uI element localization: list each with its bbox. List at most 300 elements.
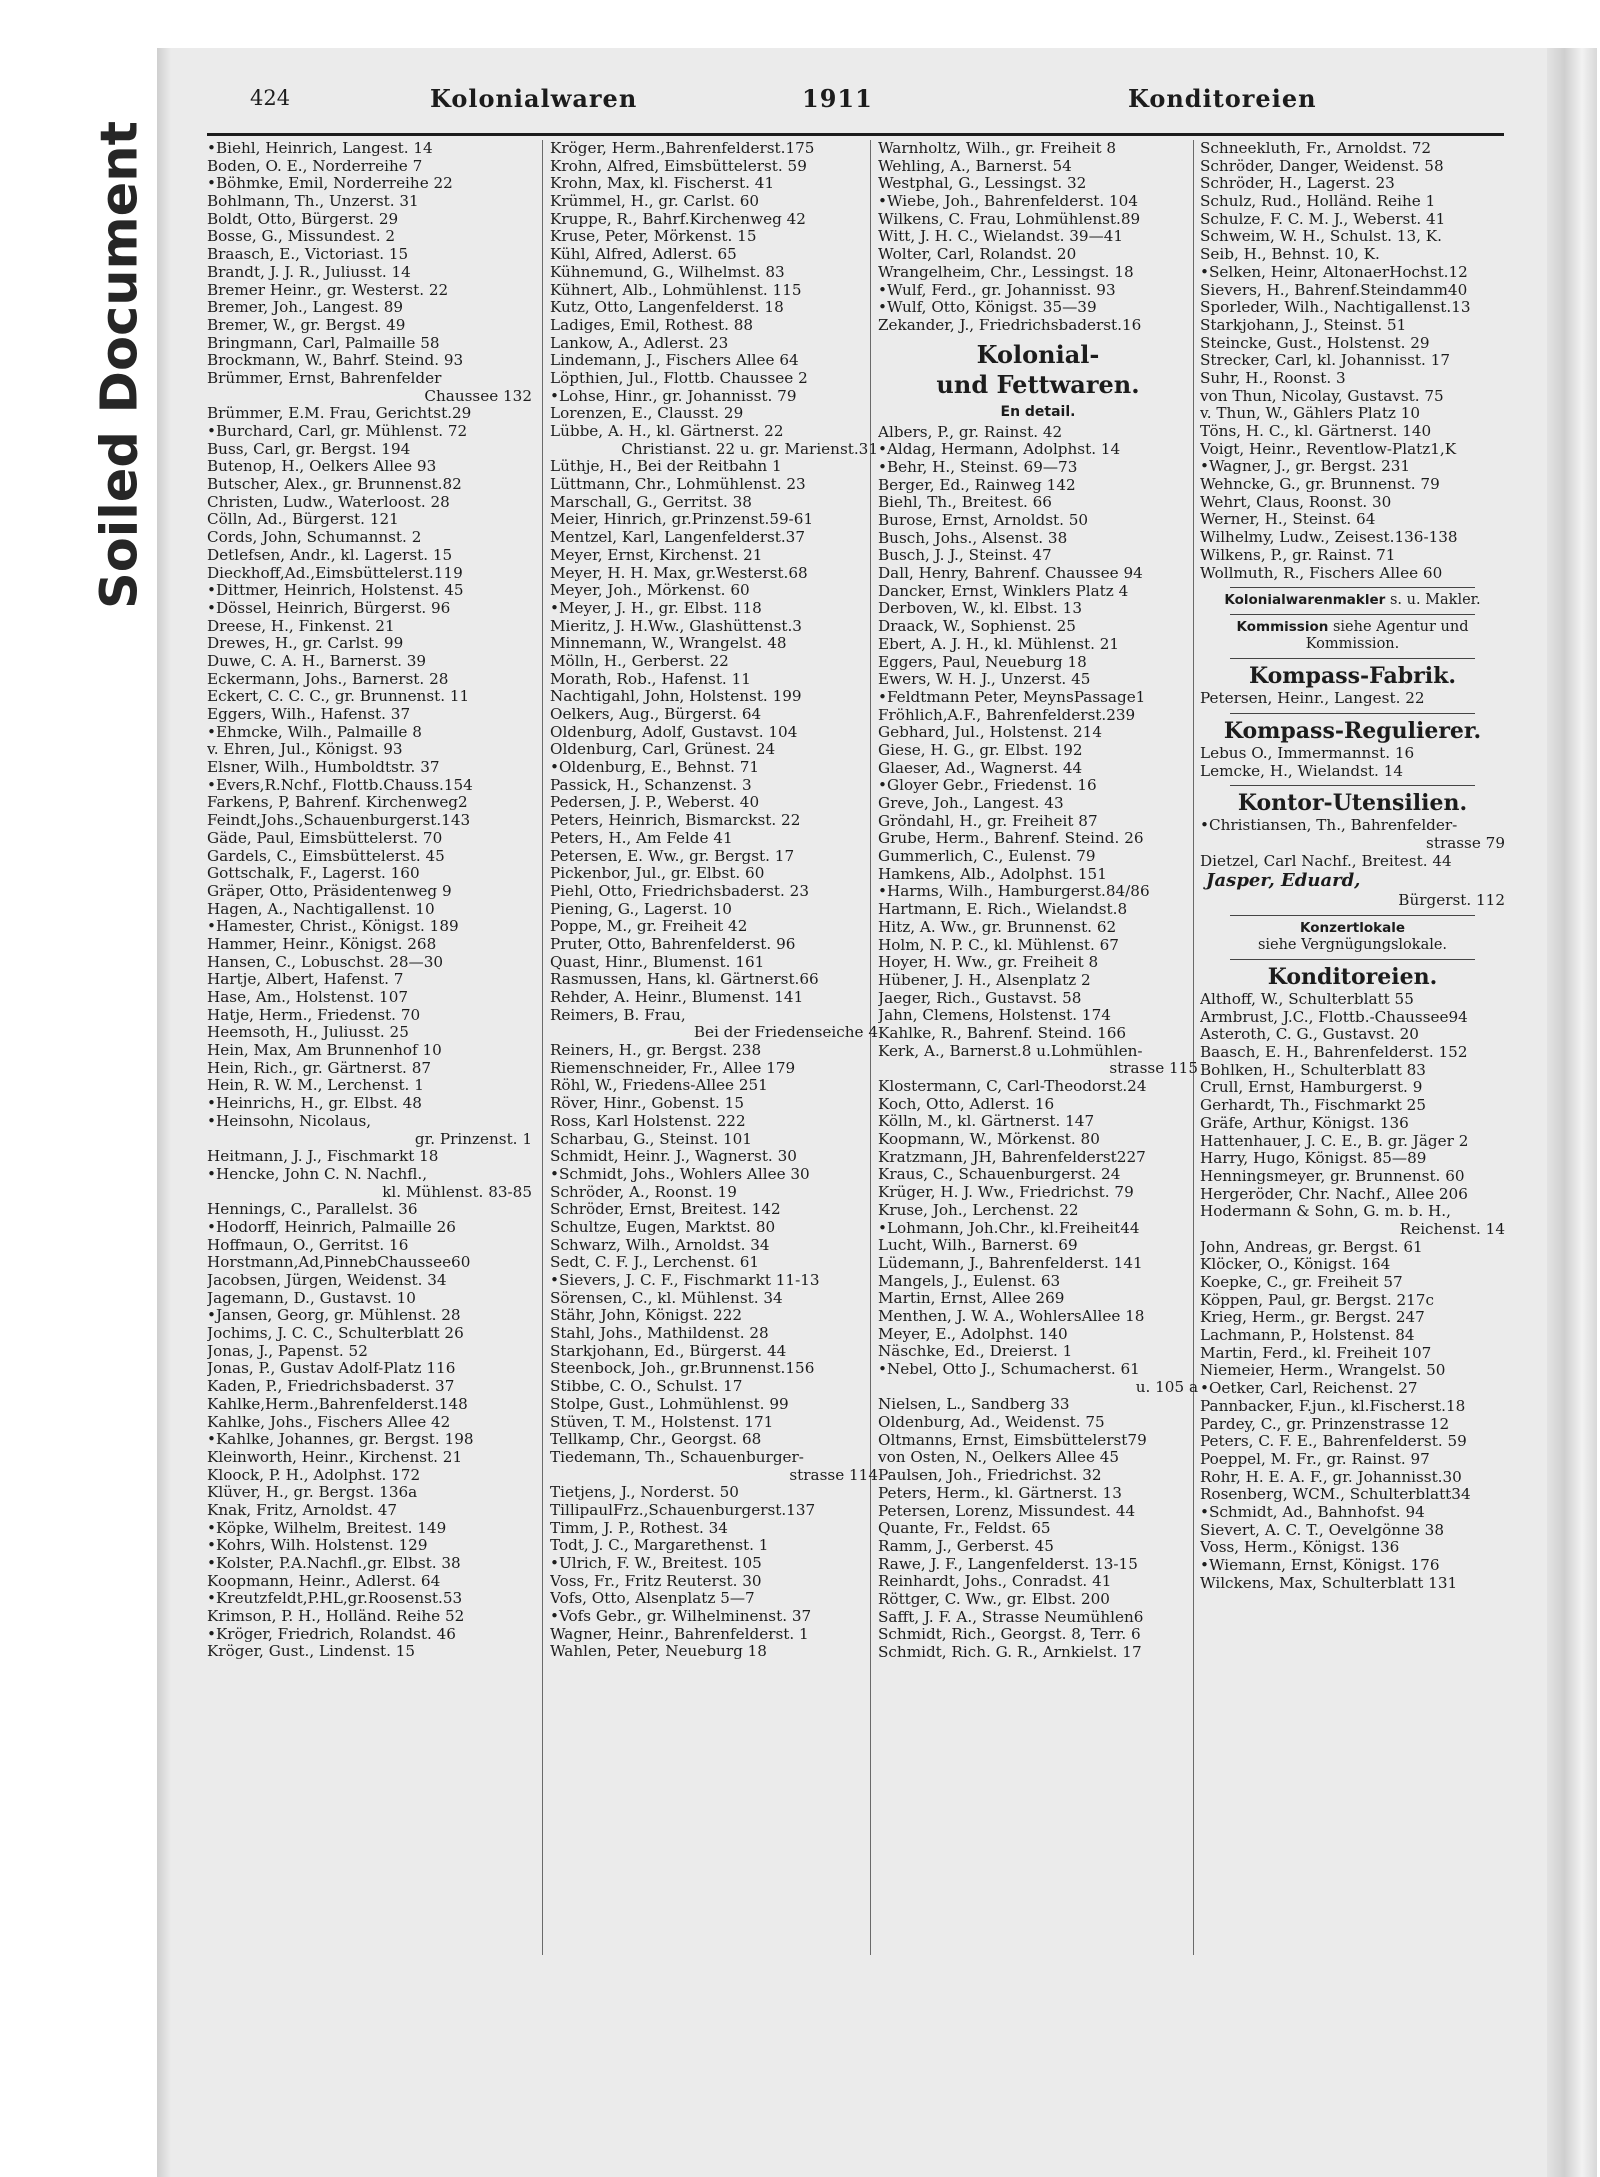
directory-entry: Glaeser, Ad., Wagnerst. 44 [878,759,1083,777]
directory-entry: Schmidt, Rich. G. R., Arnkielst. 17 [878,1644,1142,1661]
directory-entry: •Burchard, Carl, gr. Mühlenst. 72 [207,423,468,440]
directory-entry: Peters, Herm., kl. Gärtnerst. 13 [878,1484,1122,1502]
directory-entry: Eggers, Wilh., Hafenst. 37 [207,706,411,723]
directory-entry: Bohlken, H., Schulterblatt 83 [1200,1061,1426,1079]
note-text: siehe Agentur und [1332,619,1469,636]
directory-entry: Klostermann, C, Carl-Theodorst.24 [878,1078,1147,1095]
directory-entry: Gäde, Paul, Eimsbüttelerst. 70 [207,829,443,847]
directory-entry: Hein, Rich., gr. Gärtnerst. 87 [207,1059,432,1077]
directory-entry: Röttger, C. Ww., gr. Elbst. 200 [878,1590,1110,1608]
directory-entry: Schultze, Eugen, Marktst. 80 [550,1218,776,1236]
section-separator [1230,785,1475,786]
directory-entry: Hartje, Albert, Hafenst. 7 [207,971,404,989]
directory-entry: •Ulrich, F. W., Breitest. 105 [550,1555,762,1572]
directory-entry: Wilckens, Max, Schulterblatt 131 [1200,1574,1458,1592]
section-separator [1230,915,1475,916]
directory-entry: Krimson, P. H., Holländ. Reihe 52 [207,1608,465,1626]
directory-entry: Starkjohann, J., Steinst. 51 [1200,316,1407,334]
directory-entry: Heitmann, J. J., Fischmarkt 18 [207,1148,439,1166]
directory-entry: Kleinworth, Heinr., Kirchenst. 21 [207,1448,463,1466]
directory-entry: Gardels, C., Eimsbüttelerst. 45 [207,847,445,865]
directory-entry: Schulz, Rud., Holländ. Reihe 1 [1200,193,1436,211]
directory-entry: Wilkens, P., gr. Rainst. 71 [1200,546,1396,564]
directory-entry: Eggers, Paul, Neueburg 18 [878,653,1087,671]
directory-entry: Rehder, A. Heinr., Blumenst. 141 [550,989,804,1006]
directory-entry: Christianst. 22 u. gr. Marienst.31 [621,440,878,458]
directory-entry: Lucht, Wilh., Barnerst. 69 [878,1237,1078,1255]
directory-entry: Jonas, P., Gustav Adolf-Platz 116 [207,1360,456,1378]
directory-entry: Köppen, Paul, gr. Bergst. 217c [1200,1291,1434,1309]
directory-entry: •Dössel, Heinrich, Bürgerst. 96 [207,599,451,617]
directory-entry: Farkens, P, Bahrenf. Kirchenweg2 [207,794,468,812]
directory-entry: Röhl, W., Friedens-Allee 251 [550,1077,768,1095]
konzertlokale-note: siehe Vergnügungslokale. [1257,937,1448,953]
directory-entry: Bohlmann, Th., Unzerst. 31 [207,193,419,211]
directory-entry: •Heinsohn, Nicolaus, [207,1112,372,1130]
kontor-utensilien-list [1200,817,1505,870]
directory-entry: Safft, J. F. A., Strasse Neumühlen6 [878,1608,1144,1626]
directory-entry: Strecker, Carl, kl. Johannisst. 17 [1200,352,1451,370]
directory-entry: Horstmann,Ad,PinnebChaussee60 [207,1254,471,1272]
directory-entry: Nielsen, L., Sandberg 33 [878,1396,1070,1414]
directory-entry: Seib, H., Behnst. 10, K. [1200,246,1380,264]
directory-entry: Hase, Am., Holstenst. 107 [207,989,409,1006]
directory-entry: •Gloyer Gebr., Friedenst. 16 [878,777,1097,795]
directory-entry: •Hodorff, Heinrich, Palmaille 26 [207,1218,456,1236]
directory-entry: Wolter, Carl, Rolandst. 20 [878,246,1077,264]
directory-entry: Boden, O. E., Norderreihe 7 [207,157,423,175]
directory-entry: Jahn, Clemens, Holstenst. 174 [878,1007,1111,1025]
page-number: 424 [250,86,291,110]
stamp-label: Soiled Document [90,121,150,609]
directory-entry: •Meyer, J. H., gr. Elbst. 118 [550,599,762,617]
directory-entry: Oldenburg, Ad., Weidenst. 75 [878,1414,1105,1432]
section-separator [1230,959,1475,960]
soiled-document-stamp [70,55,170,675]
directory-entry: •Biehl, Heinrich, Langest. 14 [207,140,433,157]
directory-entry: •Vofs Gebr., gr. Wilhelminenst. 37 [550,1608,812,1626]
note-keyword: Konzertlokale [1299,920,1405,936]
directory-entry: Menthen, J. W. A., WohlersAllee 18 [878,1307,1145,1325]
directory-entry: Brandt, J. J. R., Juliusst. 14 [207,263,411,281]
directory-entry: Krieg, Herm., gr. Bergst. 247 [1200,1309,1425,1327]
directory-entry: Poppe, M., gr. Freiheit 42 [550,918,748,936]
directory-entry: Poeppel, M. Fr., gr. Rainst. 97 [1200,1450,1430,1468]
directory-entry: Peters, C. F. E., Bahrenfelderst. 59 [1200,1433,1467,1451]
directory-entry: Lachmann, P., Holstenst. 84 [1200,1327,1415,1345]
directory-entry: strasse 115 [1109,1060,1198,1078]
directory-entry: Hodermann & Sohn, G. m. b. H., [1200,1203,1451,1221]
directory-entry: •Oldenburg, E., Behnst. 71 [550,759,760,777]
directory-entry: Petersen, Heinr., Langest. 22 [1200,690,1425,708]
directory-entry: Petersen, E. Ww., gr. Bergst. 17 [550,847,795,865]
directory-entry: Ross, Karl Holstenst. 222 [550,1112,746,1130]
directory-entry: Bremer, Joh., Langest. 89 [207,299,404,317]
directory-entry: Rohr, H. E. A. F., gr. Johannisst.30 [1200,1468,1462,1486]
directory-entry: Stibbe, C. O., Schulst. 17 [550,1378,743,1396]
directory-entry: •Lohmann, Joh.Chr., kl.Freiheit44 [878,1219,1140,1237]
directory-entry: Tietjens, J., Norderst. 50 [550,1484,739,1502]
directory-entry: von Osten, N., Oelkers Allee 45 [878,1449,1120,1467]
directory-entry: Niemeier, Herm., Wrangelst. 50 [1200,1362,1446,1380]
directory-entry: Hansen, C., Lobuschst. 28—30 [207,953,444,971]
scan-shadow [157,48,171,2177]
directory-entry: Busch, J. J., Steinst. 47 [878,547,1052,565]
directory-entry: Rosenberg, WCM., Schulterblatt34 [1200,1486,1471,1504]
directory-entry: Duwe, C. A. H., Barnerst. 39 [207,652,427,670]
directory-entry: Burose, Ernst, Arnoldst. 50 [878,512,1089,529]
directory-entry: •Wulf, Ferd., gr. Johannisst. 93 [878,281,1116,299]
directory-column-2 [550,140,878,1661]
directory-entry: Oelkers, Aug., Bürgerst. 64 [550,706,762,723]
directory-entry: Grube, Herm., Bahrenf. Steind. 26 [878,830,1144,848]
directory-entry: Voigt, Heinr., Reventlow-Platz1,K [1200,440,1457,458]
directory-entry: •Feldtmann Peter, MeynsPassage1 [878,688,1146,706]
directory-entry: Bosse, G., Missundest. 2 [207,228,396,246]
directory-entry: Reinhardt, Johs., Conradst. 41 [878,1573,1112,1591]
directory-entry: •Kolster, P.A.Nachfl.,gr. Elbst. 38 [207,1555,461,1572]
directory-entry: Greve, Joh., Langest. 43 [878,795,1064,812]
directory-entry: Wrangelheim, Chr., Lessingst. 18 [878,263,1134,281]
directory-entry: Christen, Ludw., Waterloost. 28 [207,493,450,511]
directory-entry: kl. Mühlenst. 83-85 [382,1183,532,1201]
directory-entry: Petersen, Lorenz, Missundest. 44 [878,1502,1136,1520]
directory-entry: Harry, Hugo, Königst. 85—89 [1200,1150,1427,1168]
note-keyword: Kolonialwarenmakler [1224,592,1386,609]
directory-entry: Wehling, A., Barnerst. 54 [878,157,1072,175]
directory-entry: •Köpke, Wilhelm, Breitest. 149 [207,1519,447,1537]
directory-entry: Kölln, M., kl. Gärtnerst. 147 [878,1113,1095,1131]
kommission-note-line2: Kommission. [1305,636,1400,653]
directory-entry: John, Andreas, gr. Bergst. 61 [1200,1238,1423,1256]
directory-entry: Hamkens, Alb., Adolphst. 151 [878,865,1107,883]
directory-entry: Asteroth, C. G., Gustavst. 20 [1200,1026,1419,1044]
directory-entry: Kratzmann, JH, Bahrenfelderst227 [878,1148,1146,1166]
directory-entry: Lorenzen, E., Clausst. 29 [550,405,744,423]
directory-entry: Lüdemann, J., Bahrenfelderst. 141 [878,1254,1143,1272]
directory-entry: •Nebel, Otto J., Schumacherst. 61 [878,1361,1140,1378]
directory-entry: Reichenst. 14 [1399,1220,1505,1238]
directory-entry: Baasch, E. H., Bahrenfelderst. 152 [1200,1044,1468,1062]
directory-entry: Quast, Hinr., Blumenst. 161 [550,953,765,971]
directory-entry: Lankow, A., Adlerst. 23 [550,334,729,352]
directory-entry: Chaussee 132 [424,387,532,405]
directory-entry: Kraus, C., Schauenburgerst. 24 [878,1166,1121,1184]
directory-entry: •Wagner, J., gr. Bergst. 231 [1200,458,1411,476]
directory-entry: Stolpe, Gust., Lohmühlenst. 99 [550,1395,789,1413]
directory-entry: Schwarz, Wilh., Arnoldst. 34 [550,1236,770,1254]
kolonial-heading-line1: Kolonial- [976,339,1100,369]
directory-column-3 [878,140,1198,1662]
directory-entry: Suhr, H., Roonst. 3 [1200,369,1346,387]
header-rule [207,133,1504,136]
directory-entry: Kruppe, R., Bahrf.Kirchenweg 42 [550,210,806,228]
directory-entry: Mölln, H., Gerberst. 22 [550,652,729,670]
directory-entry: Voss, Fr., Fritz Reuterst. 30 [550,1572,762,1590]
directory-entry: Stahl, Johs., Mathildenst. 28 [550,1325,769,1343]
directory-entry: Dancker, Ernst, Winklers Platz 4 [878,582,1129,600]
directory-entry: Wagner, Heinr., Bahrenfelderst. 1 [550,1625,809,1643]
directory-entry: Busch, Johs., Alsenst. 38 [878,529,1068,547]
directory-entry: Hoffmaun, O., Gerritst. 16 [207,1236,409,1254]
directory-entry: Pannbacker, F.jun., kl.Fischerst.18 [1200,1397,1466,1415]
page-edge [1547,48,1597,2177]
directory-entry: Steincke, Gust., Holstenst. 29 [1200,334,1430,352]
directory-entry: Schmidt, Rich., Georgst. 8, Terr. 6 [878,1626,1141,1644]
column-divider [542,140,543,1955]
directory-entry: Heemsoth, H., Juliusst. 25 [207,1024,409,1042]
directory-entry: Todt, J. C., Margarethenst. 1 [550,1537,769,1555]
directory-entry: Kaden, P., Friedrichsbaderst. 37 [207,1378,455,1396]
directory-entry: Rawe, J. F., Langenfelderst. 13-15 [878,1555,1138,1573]
directory-entry: Albers, P., gr. Rainst. 42 [878,423,1063,441]
directory-entry: Crull, Ernst, Hamburgerst. 9 [1200,1079,1423,1097]
directory-entry: Kühnemund, G., Wilhelmst. 83 [550,263,785,281]
directory-entry: Löpthien, Jul., Flottb. Chaussee 2 [550,369,808,387]
directory-entry: Lebus O., Immermannst. 16 [1200,744,1415,762]
directory-entry: Schneekluth, Fr., Arnoldst. 72 [1200,140,1432,157]
directory-entry: •Ehmcke, Wilh., Palmaille 8 [207,723,422,741]
directory-entry: strasse 79 [1426,834,1505,852]
directory-entry: Sievers, H., Bahrenf.Steindamm40 [1200,281,1468,299]
directory-entry: Dieckhoff,Ad.,Eimsbüttelerst.119 [207,564,463,582]
directory-entry: Meyer, Joh., Mörkenst. 60 [550,582,750,600]
directory-entry: Hagen, A., Nachtigallenst. 10 [207,900,435,918]
directory-entry: Krüger, H. J. Ww., Friedrichst. 79 [878,1184,1134,1202]
directory-entry: Cölln, Ad., Bürgerst. 121 [207,511,399,529]
directory-entry: •Wulf, Otto, Königst. 35—39 [878,299,1097,317]
kompass-fabrik-heading: Kompass-Fabrik. [1248,663,1457,690]
section-separator [1230,614,1475,615]
directory-entry: Oldenburg, Adolf, Gustavst. 104 [550,723,798,741]
directory-entry: •Sievers, J. C. F., Fischmarkt 11-13 [550,1272,820,1289]
directory-entry: Bringmann, Carl, Palmaille 58 [207,334,440,352]
directory-entry: •Kröger, Friedrich, Rolandst. 46 [207,1625,456,1643]
directory-entry: Braasch, E., Victoriast. 15 [207,246,409,264]
directory-entry: Hatje, Herm., Friedenst. 70 [207,1006,421,1024]
directory-entry: Mangels, J., Eulenst. 63 [878,1272,1061,1290]
directory-entry: Krohn, Max, kl. Fischerst. 41 [550,175,775,193]
directory-entry: Lüttmann, Chr., Lohmühlenst. 23 [550,476,806,494]
directory-entry: Peters, Heinrich, Bismarckst. 22 [550,812,801,830]
directory-entry: Voss, Herm., Königst. 136 [1200,1539,1400,1557]
directory-entry: •Schmidt, Ad., Bahnhofst. 94 [1200,1503,1425,1521]
directory-entry: Witt, J. H. C., Wielandst. 39—41 [878,228,1124,246]
section-separator [1230,587,1475,588]
running-title-right: Konditoreien [1128,84,1317,113]
directory-entry: Mieritz, J. H.Ww., Glashüttenst.3 [550,617,802,635]
directory-entry: Ladiges, Emil, Rothest. 88 [550,316,754,334]
directory-entry: Armbrust, J.C., Flottb.-Chaussee94 [1200,1008,1468,1026]
note-keyword: Kommission [1236,619,1329,636]
directory-entry: Minnemann, W., Wrangelst. 48 [550,635,787,653]
directory-entry: Jaeger, Rich., Gustavst. 58 [878,989,1082,1007]
directory-entry: Koch, Otto, Adlerst. 16 [878,1095,1055,1113]
directory-entry: Pardey, C., gr. Prinzenstrasse 12 [1200,1415,1450,1433]
directory-entry: Drewes, H., gr. Carlst. 99 [207,635,404,653]
directory-entry: Scharbau, G., Steinst. 101 [550,1130,752,1148]
directory-entry: Ebert, A. J. H., kl. Mühlenst. 21 [878,635,1120,653]
directory-entry: •Wiemann, Ernst, Königst. 176 [1200,1557,1440,1574]
directory-entry: Kröger, Gust., Lindenst. 15 [207,1643,416,1661]
directory-entry: Schweim, W. H., Schulst. 13, K. [1200,228,1442,246]
directory-entry: Steenbock, Joh., gr.Brunnenst.156 [550,1360,815,1378]
directory-column-4 [1200,140,1505,1592]
directory-entry: Schröder, Ernst, Breitest. 142 [550,1201,781,1219]
directory-entry: Lemcke, H., Wielandst. 14 [1200,762,1404,780]
konzertlokale-keyword [1200,920,1505,937]
directory-entry: Koopmann, W., Mörkenst. 80 [878,1131,1100,1149]
directory-entry: Paulsen, Joh., Friedrichst. 32 [878,1467,1102,1485]
directory-entry: Wahlen, Peter, Neueburg 18 [550,1643,767,1661]
directory-entry: Passick, H., Schanzenst. 3 [550,776,752,794]
column-3-continuation [878,140,1198,335]
kolonial-heading-line2: und Fettwaren. [936,369,1140,399]
directory-entry: Peters, H., Am Felde 41 [550,829,733,847]
directory-entry: Brümmer, Ernst, Bahrenfelder [207,369,442,387]
directory-entry: Meyer, H. H. Max, gr.Westerst.68 [550,564,808,582]
directory-entry: Stüven, T. M., Holstenst. 171 [550,1413,774,1431]
directory-entry: Dreese, H., Finkenst. 21 [207,617,395,635]
directory-entry: Meier, Hinrich, gr.Prinzenst.59-61 [550,511,814,529]
directory-entry: Gerhardt, Th., Fischmarkt 25 [1200,1097,1427,1115]
directory-entry: •Lohse, Hinr., gr. Johannisst. 79 [550,387,797,405]
directory-entry: •Böhmke, Emil, Norderreihe 22 [207,175,453,193]
directory-entry: Gebhard, Jul., Holstenst. 214 [878,724,1102,742]
directory-entry: Brümmer, E.M. Frau, Gerichtst.29 [207,405,472,423]
directory-entry: Zekander, J., Friedrichsbaderst.16 [878,316,1142,334]
directory-entry: Hammer, Heinr., Königst. 268 [207,935,437,953]
directory-entry: Schröder, Danger, Weidenst. 58 [1200,157,1444,175]
directory-entry: Giese, H. G., gr. Elbst. 192 [878,741,1083,759]
directory-entry: Kruse, Peter, Mörkenst. 15 [550,228,757,246]
directory-entry: Riemenschneider, Fr., Allee 179 [550,1059,796,1077]
directory-entry: Reimers, B. Frau, [550,1006,686,1024]
directory-entry: Kutz, Otto, Langenfelderst. 18 [550,299,784,317]
directory-entry: Pedersen, J. P., Weberst. 40 [550,794,760,812]
directory-entry: Gräper, Otto, Präsidentenweg 9 [207,882,452,900]
directory-entry: Berger, Ed., Rainweg 142 [878,476,1076,494]
directory-entry: v. Thun, W., Gählers Platz 10 [1200,405,1421,423]
directory-entry: Pickenbor, Jul., gr. Elbst. 60 [550,865,765,883]
page-year: 1911 [802,84,873,113]
directory-entry: Hergeröder, Chr. Nachf., Allee 206 [1200,1185,1468,1203]
directory-entry: Eckermann, Johs., Barnerst. 28 [207,670,449,688]
directory-entry: strasse 114 [789,1466,878,1484]
directory-entry: Hein, Max, Am Brunnenhof 10 [207,1042,442,1060]
directory-entry: Oldenburg, Carl, Grünest. 24 [550,741,776,759]
directory-entry: Marschall, G., Gerritst. 38 [550,493,752,511]
directory-entry: Wilhelmy, Ludw., Zeisest.136-138 [1200,529,1458,547]
directory-entry: Hattenhauer, J. C. E., B. gr. Jäger 2 [1200,1132,1469,1150]
directory-entry: Tellkamp, Chr., Georgst. 68 [550,1431,762,1449]
directory-entry: Meyer, Ernst, Kirchenst. 21 [550,546,763,564]
directory-entry: Ramm, J., Gerberst. 45 [878,1537,1054,1555]
directory-entry: Kruse, Joh., Lerchenst. 22 [878,1201,1079,1219]
directory-entry: Näschke, Ed., Dreierst. 1 [878,1343,1073,1361]
directory-entry: Bremer, W., gr. Bergst. 49 [207,316,406,334]
column-4-continuation [1200,140,1505,582]
en-detail-subheading: En detail. [1000,403,1076,420]
directory-entry: Biehl, Th., Breitest. 66 [878,494,1052,512]
directory-entry: Bei der Friedenseiche 4 [693,1024,878,1042]
kompass-regulierer-heading: Kompass-Regulierer. [1223,717,1482,744]
directory-entry: Gräfe, Arthur, Königst. 136 [1200,1114,1409,1132]
directory-entry: Krümmel, H., gr. Carlst. 60 [550,193,760,211]
directory-entry: Tiedemann, Th., Schauenburger- [550,1448,804,1466]
directory-entry: Töns, H. C., kl. Gärtnerst. 140 [1200,423,1432,440]
directory-entry: Bremer Heinr., gr. Westerst. 22 [207,281,449,299]
directory-entry: Kahlke, R., Bahrenf. Steind. 166 [878,1024,1127,1042]
directory-entry: von Thun, Nicolay, Gustavst. 75 [1200,387,1444,405]
directory-entry: Ewers, W. H. J., Unzerst. 45 [878,671,1091,689]
directory-entry: Mentzel, Karl, Langenfelderst.37 [550,529,805,547]
directory-entry: Draack, W., Sophienst. 25 [878,618,1076,636]
directory-entry: Sörensen, C., kl. Mühlenst. 34 [550,1289,783,1307]
directory-entry: Koopmann, Heinr., Adlerst. 64 [207,1572,441,1590]
directory-entry: Starkjohann, Ed., Bürgerst. 44 [550,1342,787,1360]
directory-entry: Hein, R. W. M., Lerchenst. 1 [207,1077,424,1095]
section-separator [1230,713,1475,714]
directory-entry: Kerk, A., Barnerst.8 u.Lohmühlen- [878,1042,1143,1060]
directory-entry: Knak, Fritz, Arnoldst. 47 [207,1501,398,1519]
directory-entry: Fröhlich,A.F., Bahrenfelderst.239 [878,706,1136,724]
directory-entry: Sedt, C. F. J., Lerchenst. 61 [550,1254,760,1272]
directory-entry: Derboven, W., kl. Elbst. 13 [878,600,1082,618]
directory-entry: Martin, Ferd., kl. Freiheit 107 [1200,1344,1432,1362]
directory-entry: Schulze, F. C. M. J., Weberst. 41 [1200,210,1446,228]
directory-entry: Kahlke,Herm.,Bahrenfelderst.148 [207,1395,468,1413]
directory-entry: Buss, Carl, gr. Bergst. 194 [207,440,411,458]
directory-entry: Detlefsen, Andr., kl. Lagerst. 15 [207,546,453,564]
directory-entry: Pruter, Otto, Bahrenfelderst. 96 [550,935,796,953]
directory-entry: •Kreutzfeldt,P.HL,gr.Roosenst.53 [207,1590,463,1608]
directory-entry: Butscher, Alex., gr. Brunnenst.82 [207,476,462,494]
directory-entry: Hübener, J. H., Alsenplatz 2 [878,971,1091,989]
directory-entry: Timm, J. P., Rothest. 34 [550,1519,728,1537]
directory-entry: Wehncke, G., gr. Brunnenst. 79 [1200,476,1440,494]
directory-entry: Wollmuth, R., Fischers Allee 60 [1200,564,1443,582]
directory-entry: •Wiebe, Joh., Bahrenfelderst. 104 [878,193,1139,211]
directory-entry: •Hencke, John C. N. Nachfl., [207,1165,428,1183]
directory-entry: Feindt,Johs.,Schauenburgerst.143 [207,812,471,830]
directory-entry: Henningsmeyer, gr. Brunnenst. 60 [1200,1167,1465,1185]
directory-entry: Elsner, Wilh., Humboldtstr. 37 [207,759,440,777]
directory-entry: Hitz, A. Ww., gr. Brunnenst. 62 [878,918,1117,936]
directory-entry: Gummerlich, C., Eulenst. 79 [878,848,1096,866]
directory-entry: •Kohrs, Wilh. Holstenst. 129 [207,1537,428,1555]
directory-entry: Wehrt, Claus, Roonst. 30 [1200,493,1392,511]
directory-entry: Werner, H., Steinst. 64 [1200,511,1376,529]
directory-entry: Schröder, A., Roonst. 19 [550,1183,737,1201]
directory-entry: Warnholtz, Wilh., gr. Freiheit 8 [878,140,1117,157]
directory-entry: Gröndahl, H., gr. Freiheit 87 [878,812,1098,830]
kontor-utensilien-heading: Kontor-Utensilien. [1237,790,1468,817]
directory-entry: Schmidt, Heinr. J., Wagnerst. 30 [550,1148,797,1166]
directory-entry: Jacobsen, Jürgen, Weidenst. 34 [207,1272,447,1289]
directory-entry: Krohn, Alfred, Eimsbüttelerst. 59 [550,157,807,175]
directory-entry: •Jansen, Georg, gr. Mühlenst. 28 [207,1307,461,1325]
jasper-entry: Jasper, Eduard, [1206,870,1361,892]
directory-entry: Jagemann, D., Gustavst. 10 [207,1289,416,1307]
directory-entry: Butenop, H., Oelkers Allee 93 [207,458,437,476]
section-separator [1230,658,1475,659]
directory-entry: Wilkens, C. Frau, Lohmühlenst.89 [878,210,1141,228]
kompass-fabrik-list [1200,690,1505,708]
directory-entry: Lüthje, H., Bei der Reitbahn 1 [550,458,782,476]
directory-entry: •Oetker, Carl, Reichenst. 27 [1200,1380,1418,1398]
directory-entry: Lindemann, J., Fischers Allee 64 [550,352,799,370]
